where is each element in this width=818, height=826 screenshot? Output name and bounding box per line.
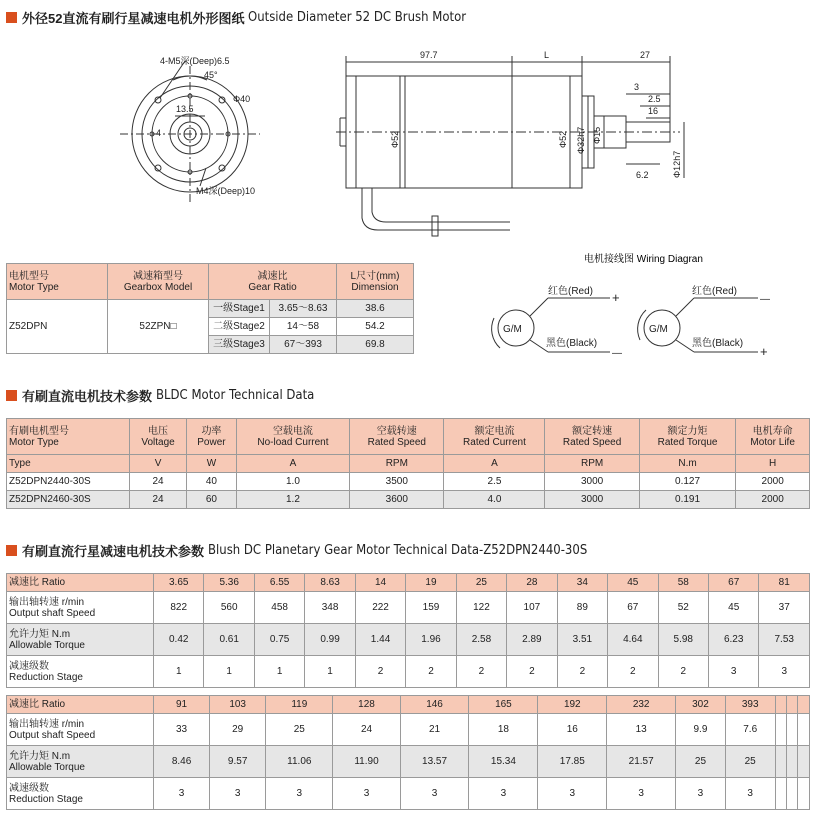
value-cell: 458 xyxy=(254,592,304,624)
value-cell xyxy=(798,714,810,746)
table-row xyxy=(7,714,810,746)
value-cell: 3 xyxy=(333,778,400,810)
unit-cell: W xyxy=(187,455,237,473)
unit-cell: RPM xyxy=(545,455,639,473)
value-cell: 24 xyxy=(333,714,400,746)
wiring-title: 电机接线图 Wiring Diagran xyxy=(584,254,703,265)
motor-symbol-2: G/M xyxy=(649,324,668,335)
row-label: 减速级数 Reduction Stage xyxy=(7,778,154,810)
value-cell: 2 xyxy=(406,656,456,688)
table-row xyxy=(7,656,810,688)
row-label: 减速级数 Reduction Stage xyxy=(7,656,154,688)
title-marker-icon xyxy=(6,545,17,556)
value-cell: 2 xyxy=(456,656,506,688)
value-cell: 2 xyxy=(507,656,557,688)
value-cell: 3 xyxy=(725,778,775,810)
value-cell xyxy=(787,778,798,810)
value-cell: 165 xyxy=(469,696,538,714)
value-cell: 28 xyxy=(507,574,557,592)
minus-sign-2: — xyxy=(760,294,770,305)
value-cell xyxy=(787,696,798,714)
value-cell: 5.98 xyxy=(658,624,708,656)
dim-cell: 69.8 xyxy=(337,336,414,354)
value-cell: 103 xyxy=(210,696,266,714)
value-cell: 3 xyxy=(538,778,607,810)
value-cell: 6.55 xyxy=(254,574,304,592)
value-cell: 3 xyxy=(266,778,333,810)
value-cell: 25 xyxy=(456,574,506,592)
dim-3-label: 3 xyxy=(634,82,640,92)
value-cell: 2 xyxy=(557,656,607,688)
value-cell: 107 xyxy=(507,592,557,624)
value-cell: 822 xyxy=(154,592,204,624)
bldc-h5: 额定电流 Rated Current xyxy=(444,419,545,455)
title-marker-icon xyxy=(6,390,17,401)
ratio-cell: 14～58 xyxy=(270,318,337,336)
bldc-table xyxy=(6,418,810,509)
value-cell: 2 xyxy=(608,656,658,688)
value-cell: 19 xyxy=(406,574,456,592)
dim-l-label: L xyxy=(544,50,550,60)
value-cell: 5.36 xyxy=(204,574,254,592)
value-cell: 52 xyxy=(658,592,708,624)
value-cell: 3 xyxy=(676,778,726,810)
value-cell: 17.85 xyxy=(538,746,607,778)
bldc-h6: 额定转速 Rated Speed xyxy=(545,419,639,455)
dim-977-label: 97.7 xyxy=(420,50,438,60)
table-row xyxy=(7,624,810,656)
dim-cell: 54.2 xyxy=(337,318,414,336)
plus-sign-2: + xyxy=(760,344,768,359)
red-label-1: 红色(Red) xyxy=(548,286,594,297)
ratio-cell: 67～393 xyxy=(270,336,337,354)
dim-m4-label: M4深(Deep)10 xyxy=(196,186,256,196)
unit-cell: H xyxy=(736,455,810,473)
value-cell: 34 xyxy=(557,574,607,592)
value-cell xyxy=(798,746,810,778)
gearbox-table xyxy=(6,263,414,354)
value-cell: 560 xyxy=(204,592,254,624)
value-cell: 3 xyxy=(469,778,538,810)
bldc-h0: 有刷电机型号 Motor Type xyxy=(7,419,130,455)
value-cell: 3 xyxy=(759,656,810,688)
value-cell: 9.57 xyxy=(210,746,266,778)
value-cell: 122 xyxy=(456,592,506,624)
stage-cell: 一级Stage1 xyxy=(209,300,270,318)
dim-phi52b-label: Φ52 xyxy=(558,130,568,148)
value-cell: 1.44 xyxy=(355,624,405,656)
value-cell: 222 xyxy=(355,592,405,624)
value-cell: 91 xyxy=(154,696,210,714)
dim-phi52a-label: Φ52 xyxy=(390,130,400,148)
col-gearbox-model: 减速箱型号 Gearbox Model xyxy=(108,264,209,300)
table-row: Z52DPN2440-30S 24 40 1.0 3500 2.5 3000 0.127 2000 xyxy=(7,473,810,491)
value-cell: 8.63 xyxy=(305,574,355,592)
value-cell: 302 xyxy=(676,696,726,714)
value-cell: 2.58 xyxy=(456,624,506,656)
value-cell: 1 xyxy=(254,656,304,688)
value-cell: 11.06 xyxy=(266,746,333,778)
value-cell: 45 xyxy=(608,574,658,592)
value-cell: 15.34 xyxy=(469,746,538,778)
dim-cell: 38.6 xyxy=(337,300,414,318)
value-cell: 21.57 xyxy=(607,746,676,778)
red-label-2: 红色(Red) xyxy=(692,286,738,297)
unit-cell: RPM xyxy=(350,455,444,473)
value-cell: 3 xyxy=(210,778,266,810)
value-cell: 3.65 xyxy=(154,574,204,592)
value-cell: 2 xyxy=(658,656,708,688)
planetary-table-2 xyxy=(6,695,810,810)
value-cell xyxy=(798,778,810,810)
value-cell: 1 xyxy=(154,656,204,688)
value-cell: 192 xyxy=(538,696,607,714)
bldc-h3: 空载电流 No-load Current xyxy=(236,419,349,455)
value-cell: 89 xyxy=(557,592,607,624)
value-cell: 6.23 xyxy=(708,624,758,656)
value-cell: 67 xyxy=(608,592,658,624)
motor-cell: Z52DPN xyxy=(7,300,108,354)
value-cell: 0.42 xyxy=(154,624,204,656)
unit-cell: N.m xyxy=(639,455,736,473)
value-cell xyxy=(775,778,786,810)
motor-outline-drawing xyxy=(0,28,818,250)
value-cell: 2.89 xyxy=(507,624,557,656)
value-cell: 16 xyxy=(538,714,607,746)
value-cell xyxy=(775,746,786,778)
value-cell: 11.90 xyxy=(333,746,400,778)
dim-135-label: 13.5 xyxy=(176,104,194,114)
value-cell: 3 xyxy=(708,656,758,688)
table-row xyxy=(7,778,810,810)
col-gear-ratio: 减速比 Gear Ratio xyxy=(209,264,337,300)
value-cell xyxy=(787,746,798,778)
minus-sign-1: — xyxy=(612,348,622,359)
table-row xyxy=(7,574,810,592)
value-cell xyxy=(798,696,810,714)
plus-sign-1: + xyxy=(612,290,620,305)
unit-cell: A xyxy=(444,455,545,473)
stage-cell: 二级Stage2 xyxy=(209,318,270,336)
value-cell: 3 xyxy=(154,778,210,810)
value-cell: 232 xyxy=(607,696,676,714)
black-label-2: 黑色(Black) xyxy=(692,338,744,349)
value-cell: 13 xyxy=(607,714,676,746)
bldc-h8: 电机寿命 Motor Life xyxy=(736,419,810,455)
bldc-h7: 额定力矩 Rated Torque xyxy=(639,419,736,455)
value-cell xyxy=(775,696,786,714)
col-motor-type: 电机型号 Motor Type xyxy=(7,264,108,300)
value-cell: 33 xyxy=(154,714,210,746)
stage-cell: 三级Stage3 xyxy=(209,336,270,354)
value-cell: 25 xyxy=(266,714,333,746)
value-cell: 0.99 xyxy=(305,624,355,656)
title-marker-icon xyxy=(6,12,17,23)
dim-4-label: 4 xyxy=(156,128,162,138)
value-cell: 159 xyxy=(406,592,456,624)
dim-16-label: 16 xyxy=(648,106,659,116)
value-cell: 1.96 xyxy=(406,624,456,656)
row-label: 输出轴转速 r/min Output shaft Speed xyxy=(7,714,154,746)
dim-25-label: 2.5 xyxy=(648,94,661,104)
section-title-outline: 外径52直流有刷行星减速电机外形图纸 Outside Diameter 52 DC Brush Motor xyxy=(6,8,491,27)
value-cell: 1 xyxy=(204,656,254,688)
motor-symbol-1: G/M xyxy=(503,324,522,335)
value-cell: 1 xyxy=(305,656,355,688)
value-cell: 3 xyxy=(607,778,676,810)
value-cell: 67 xyxy=(708,574,758,592)
col-dimension: L尺寸(mm) Dimension xyxy=(337,264,414,300)
value-cell: 81 xyxy=(759,574,810,592)
value-cell: 0.75 xyxy=(254,624,304,656)
gearbox-cell: 52ZPN□ xyxy=(108,300,209,354)
unit-cell: V xyxy=(130,455,187,473)
value-cell: 393 xyxy=(725,696,775,714)
value-cell: 7.53 xyxy=(759,624,810,656)
bldc-h2: 功率 Power xyxy=(187,419,237,455)
bldc-h1: 电压 Voltage xyxy=(130,419,187,455)
value-cell: 37 xyxy=(759,592,810,624)
table-row xyxy=(7,696,810,714)
value-cell: 18 xyxy=(469,714,538,746)
value-cell: 13.57 xyxy=(400,746,469,778)
table-row: Z52DPN2460-30S 24 60 1.2 3600 4.0 3000 0.191 2000 xyxy=(7,491,810,509)
value-cell: 2 xyxy=(355,656,405,688)
row-label: 输出轴转速 r/min Output shaft Speed xyxy=(7,592,154,624)
table-row xyxy=(7,592,810,624)
value-cell: 45 xyxy=(708,592,758,624)
value-cell: 0.61 xyxy=(204,624,254,656)
value-cell: 3.51 xyxy=(557,624,607,656)
value-cell: 348 xyxy=(305,592,355,624)
dim-27-label: 27 xyxy=(640,50,651,60)
value-cell xyxy=(775,714,786,746)
dim-62-label: 6.2 xyxy=(636,170,649,180)
table-row xyxy=(7,746,810,778)
unit-cell: A xyxy=(236,455,349,473)
value-cell: 58 xyxy=(658,574,708,592)
value-cell: 128 xyxy=(333,696,400,714)
value-cell: 119 xyxy=(266,696,333,714)
section-title-bldc: 有刷直流电机技术参数 BLDC Motor Technical Data xyxy=(6,386,332,405)
value-cell: 25 xyxy=(725,746,775,778)
dim-phi12-label: Φ12h7 xyxy=(672,150,682,178)
value-cell xyxy=(787,714,798,746)
dim-m5-label: 4-M5深(Deep)6.5 xyxy=(160,56,230,66)
row-label: 允许力矩 N.m Allowable Torque xyxy=(7,746,154,778)
unit-cell: Type xyxy=(7,455,130,473)
value-cell: 29 xyxy=(210,714,266,746)
value-cell: 146 xyxy=(400,696,469,714)
value-cell: 7.6 xyxy=(725,714,775,746)
row-label: 减速比 Ratio xyxy=(7,696,154,714)
ratio-cell: 3.65～8.63 xyxy=(270,300,337,318)
planetary-table-1 xyxy=(6,573,810,688)
value-cell: 21 xyxy=(400,714,469,746)
value-cell: 3 xyxy=(400,778,469,810)
value-cell: 25 xyxy=(676,746,726,778)
bldc-h4: 空载转速 Rated Speed xyxy=(350,419,444,455)
row-label: 允许力矩 N.m Allowable Torque xyxy=(7,624,154,656)
wiring-diagram xyxy=(470,248,810,368)
section-title-planetary: 有刷直流行星减速电机技术参数 Blush DC Planetary Gear Motor Technical Data-Z52DPN2440-30S xyxy=(6,541,629,560)
value-cell: 4.64 xyxy=(608,624,658,656)
dim-angle-label: 45° xyxy=(204,70,218,80)
dim-phi40-label: Φ40 xyxy=(233,94,251,104)
row-label: 减速比 Ratio xyxy=(7,574,154,592)
value-cell: 8.46 xyxy=(154,746,210,778)
black-label-1: 黑色(Black) xyxy=(546,338,598,349)
dim-phi15-label: Φ15 xyxy=(592,126,602,144)
dim-phi32-label: Φ32h7 xyxy=(576,126,586,154)
value-cell: 9.9 xyxy=(676,714,726,746)
value-cell: 14 xyxy=(355,574,405,592)
